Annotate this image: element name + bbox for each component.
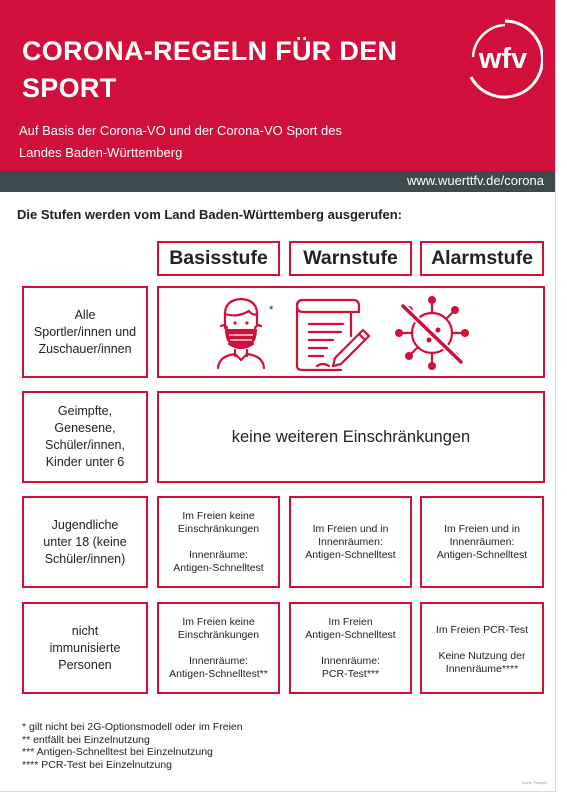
cell-jugendliche-basisstufe — [157, 496, 280, 588]
cell-line: Antigen-Schnelltest — [436, 549, 528, 561]
cell-line: Antigen-Schnelltest — [305, 549, 396, 561]
wfv-logo — [465, 17, 543, 103]
subtitle-line-1: Auf Basis der Corona-VO und der Corona-VO Sport des — [19, 123, 342, 138]
poster-subtitle — [19, 120, 419, 164]
title-line-2: SPORT — [22, 73, 117, 103]
level-warnstufe: Warnstufe — [289, 241, 412, 276]
cell-line: Im Freien und in — [444, 523, 520, 535]
row-label-line: immunisierte — [49, 640, 121, 655]
intro-text: Die Stufen werden vom Land Baden-Württemberg ausgerufen: — [17, 207, 402, 222]
row-label-line: nicht — [71, 623, 99, 638]
cell-nicht-immunisierte-basisstufe — [157, 602, 280, 694]
cell-line: Innenräumen: — [318, 536, 383, 548]
cell-line: Im Freien keine — [182, 616, 255, 628]
row-label-line: Zuschauer/innen — [38, 341, 132, 356]
cell-jugendliche-alarmstufe — [420, 496, 544, 588]
poster-title — [22, 33, 442, 107]
cell-line: Im Freien PCR-Test — [435, 624, 529, 636]
asterisk-note-marker: * — [269, 304, 274, 316]
cell-line: Antigen-Schnelltest — [305, 629, 396, 641]
website-url[interactable]: www.wuerttfv.de/corona — [406, 173, 544, 188]
footnote: * gilt nicht bei 2G-Optionsmodell oder im Freien — [22, 721, 243, 733]
cell-line: Im Freien und in — [312, 523, 389, 535]
cell-line: Einschränkungen — [177, 629, 260, 641]
footnote: ** entfällt bei Einzelnutzung — [22, 733, 150, 746]
url-bar — [0, 171, 555, 192]
cell-line: Im Freien — [328, 616, 373, 628]
row-label-line: Schüler/innen, — [45, 438, 125, 452]
cell-line: Im Freien keine — [182, 510, 255, 522]
cell-line: Innenräume: — [189, 655, 248, 667]
icon-credit: Icons: Freepik — [522, 780, 548, 785]
cell-line: Einschränkungen — [177, 523, 260, 535]
logo-text: wfv — [478, 43, 528, 75]
cell-line: Antigen-Schnelltest — [173, 562, 264, 574]
cell-line: Innenräumen: — [449, 536, 515, 548]
footnote: *** Antigen-Schnelltest bei Einzelnutzung — [22, 746, 213, 758]
row-label-line: unter 18 (keine — [43, 534, 127, 549]
row-label-line: Schüler/innen) — [44, 551, 126, 566]
row-label-nicht-immunisierte — [22, 602, 148, 694]
crossed-out-virus-icon — [391, 292, 473, 374]
cell-nicht-immunisierte-warnstufe — [289, 602, 412, 694]
footnote: **** PCR-Test bei Einzelnutzung — [22, 758, 172, 771]
row-label-jugendliche — [22, 496, 148, 588]
row-label-line: Alle — [74, 307, 96, 322]
cell-nicht-immunisierte-alarmstufe — [420, 602, 544, 694]
cell-jugendliche-warnstufe — [289, 496, 412, 588]
icons-panel — [157, 286, 545, 378]
row-label-line: Geimpfte, — [57, 404, 113, 418]
row-label-alle — [22, 286, 148, 378]
subtitle-line-2: Landes Baden-Württemberg — [19, 145, 183, 160]
level-alarmstufe: Alarmstufe — [420, 241, 544, 276]
no-restrictions-panel: keine weiteren Einschränkungen — [157, 391, 545, 483]
row-label-line: Personen — [58, 657, 112, 672]
cell-line: PCR-Test*** — [321, 668, 380, 680]
row-label-line: Kinder unter 6 — [45, 455, 125, 469]
row-label-geimpfte — [22, 391, 148, 483]
cell-line: Keine Nutzung der — [438, 650, 526, 662]
row-label-line: Genesene, — [54, 421, 116, 435]
cell-line: Innenräume: — [189, 549, 248, 561]
cell-line: Antigen-Schnelltest** — [169, 668, 268, 680]
person-with-mask-icon — [215, 294, 274, 370]
cell-line: Innenräume**** — [445, 663, 519, 675]
row-label-line: Jugendliche — [51, 517, 119, 532]
footnotes — [22, 721, 243, 771]
row-label-line: Sportler/innen und — [33, 324, 137, 339]
cell-line: Innenräume: — [321, 655, 380, 667]
document-with-pen-icon — [293, 296, 371, 372]
title-line-1: CORONA-REGELN FÜR DEN — [22, 36, 398, 66]
level-basisstufe: Basisstufe — [157, 241, 280, 276]
header-banner — [0, 0, 555, 171]
